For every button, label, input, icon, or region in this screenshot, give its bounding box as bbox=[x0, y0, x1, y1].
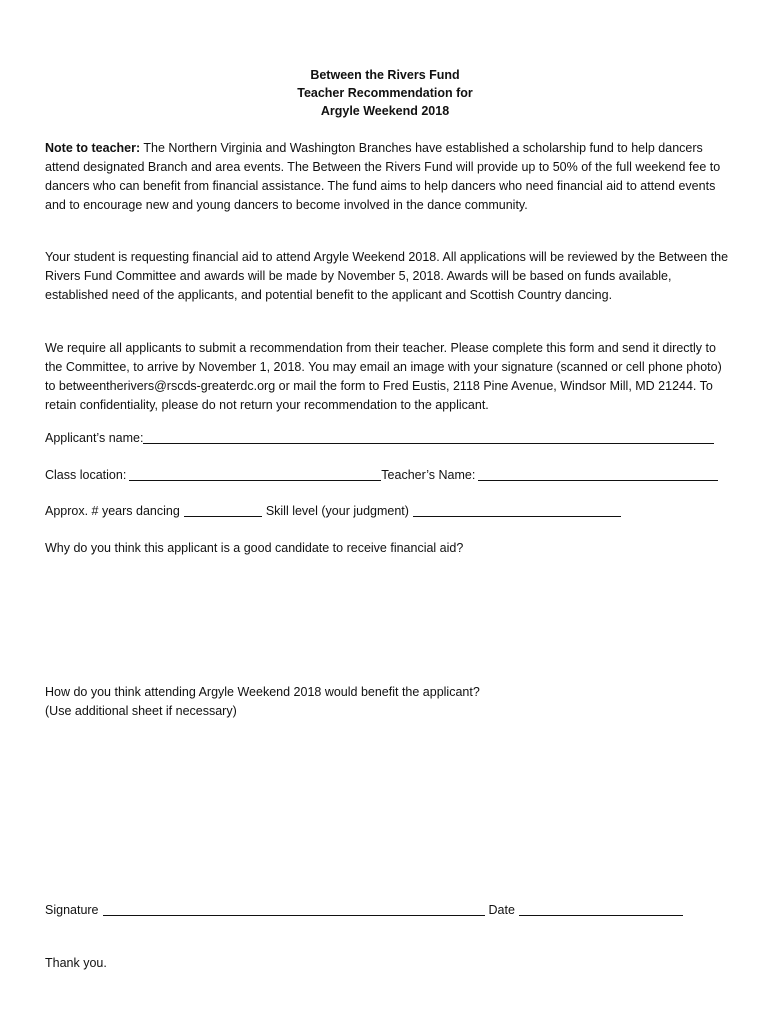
class-location-field[interactable] bbox=[129, 468, 381, 481]
skill-level-field[interactable] bbox=[413, 504, 621, 517]
note-lead: Note to teacher: bbox=[45, 141, 141, 155]
question-benefit: How do you think attending Argyle Weekend 2018 would benefit the applicant? bbox=[45, 685, 480, 699]
fund-name-heading: Between the Rivers Fund bbox=[310, 68, 460, 82]
years-dancing-field[interactable] bbox=[184, 504, 262, 517]
date-field[interactable] bbox=[519, 903, 683, 916]
note-to-teacher-paragraph bbox=[45, 139, 730, 215]
years-dancing-label: Approx. # years dancing bbox=[45, 504, 180, 518]
applicant-name-field[interactable] bbox=[143, 431, 714, 444]
applicant-name-label: Applicant’s name: bbox=[45, 431, 144, 445]
instructions-paragraph: We require all applicants to submit a recommendation from their teacher. Please complete this form and send it directly to the Committee, to arrive by November 1, 2018. You may email an image with your signature (scanned or cell phone photo) to betweentherivers@rscds-greaterdc.org or mail the form to Fred Eustis, 2118 Pine Avenue, Windsor Mill, MD 21244. To retain confidentiality, please do not return your recommendation to the applicant. bbox=[45, 341, 722, 412]
signature-label: Signature bbox=[45, 903, 99, 917]
teacher-name-label: Teacher’s Name: bbox=[381, 468, 476, 482]
request-paragraph: Your student is requesting financial aid to attend Argyle Weekend 2018. All applications will be reviewed by the Between the Rivers Fund Committee and awards will be made by November 5, 2018. Awards will be based on funds available, established need of the applicants, and potential benefit to the applicant and Scottish Country dancing. bbox=[45, 250, 729, 302]
teacher-name-field[interactable] bbox=[478, 468, 718, 481]
class-location-label: Class location: bbox=[45, 468, 127, 482]
date-label: Date bbox=[488, 903, 515, 917]
question-good-candidate: Why do you think this applicant is a good candidate to receive financial aid? bbox=[45, 541, 464, 555]
applicant-name-row bbox=[45, 429, 714, 447]
note-body: The Northern Virginia and Washington Branches have established a scholarship fund to help dancers attend designated Branch and area events. The Between the Rivers Fund will provide up to 50% of the full weekend fee to dancers who can benefit from financial assistance. The fund aims to help dancers who need financial aid to attend events and to encourage new and young dancers to become involved in the dance community. bbox=[45, 141, 721, 212]
signature-field[interactable] bbox=[103, 903, 485, 916]
event-name-heading: Argyle Weekend 2018 bbox=[320, 104, 450, 118]
closing-text: Thank you. bbox=[45, 956, 107, 970]
form-title-block bbox=[0, 66, 770, 120]
class-teacher-row bbox=[45, 466, 718, 484]
experience-row bbox=[45, 502, 621, 520]
signature-row bbox=[45, 901, 683, 919]
form-type-heading: Teacher Recommendation for bbox=[297, 86, 473, 100]
additional-sheet-note: (Use additional sheet if necessary) bbox=[45, 704, 237, 718]
skill-level-label: Skill level (your judgment) bbox=[265, 504, 409, 518]
